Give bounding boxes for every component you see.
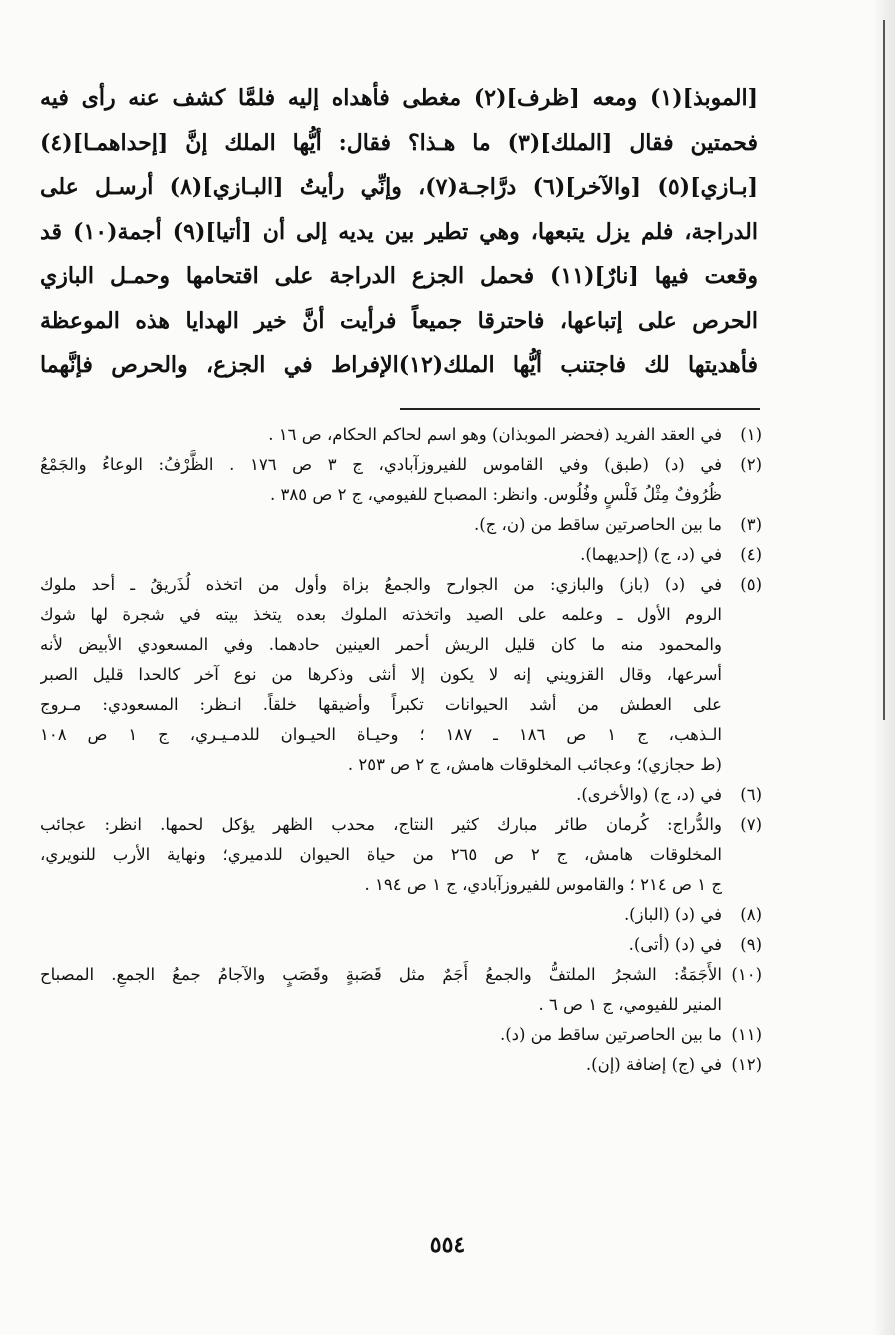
footnote-line: في (د) (الباز).	[623, 905, 722, 924]
footnote	[40, 900, 762, 930]
footnote-line: في (د، ج) (والأخرى).	[576, 785, 722, 804]
main-text-line: فحمتين فقال [الملك](٣) ما هـذا؟ فقال: أيُّها الملك إنَّ [إحداهمـا](٤)	[40, 129, 758, 156]
footnote-number: (٢)	[740, 455, 762, 474]
footnote-number: (٧)	[740, 815, 762, 834]
footnote	[40, 930, 762, 960]
footnote-line: المخلوقات هامش، ج ٢ ص ٢٦٥ من حياة الحيوان للدميري؛ ونهاية الأرب للنويري،	[40, 845, 722, 864]
footnote-number: (٩)	[740, 935, 762, 954]
main-text-line: فأهديتها لك فاجتنب أيُّها الملك(١٢)الإفراط في الجزع، والحرص فإنَّهما	[40, 352, 758, 378]
main-text-line: الحرص على إتباعها، فاحترقا جميعاً فرأيت أنَّ خير الهدايا هذه الموعظة	[40, 307, 758, 334]
main-text-line: الدراجة، فلم يزل يتبعها، وهي تطير بين يديه إلى أن [أتيا](٩) أجمة(١٠) قد	[40, 218, 758, 245]
footnote-line: الـذهب، ج ١ ص ١٨٦ ـ ١٨٧ ؛ وحيـاة الحيـوان للدمـيـري، ج ١ ص ١٠٨	[40, 725, 722, 744]
footnote-number: (١٠)	[731, 965, 762, 984]
footnote	[40, 450, 762, 510]
footnote-number: (٣)	[740, 515, 762, 534]
footnote-text	[40, 1020, 722, 1050]
footnote-line: والمحمود منه ما كان قليل الريش أحمر العينين حادهما. وفي المسعودي الأبيض لأنه	[40, 635, 722, 654]
footnote-line: الأَجَمَةُ: الشجرُ الملتفُّ والجمعُ أَجَمٌ مثل قَصَبةٍ وقَصَبٍ والآجامُ جمعُ الجمعِ. المصباح	[40, 965, 722, 984]
footnote-text	[40, 960, 722, 1020]
footnote-text	[40, 450, 722, 510]
footnote-line: المنير للفيومي، ج ١ ص ٦ .	[538, 995, 722, 1014]
footnote-text	[40, 570, 722, 780]
footnote-text	[40, 510, 722, 540]
footnote-number: (٥)	[740, 575, 762, 594]
footnote-text	[40, 1050, 722, 1080]
footnote-line: أسرعها، وقال القزويني إنه لا يكون إلا أنثى وذكرها من نوع آخر كالحدا قليل الصبر	[40, 665, 722, 684]
footnote-line: ظُرُوفٌ مِثْلُ فَلْسٍ وفُلُوس. وانظر: المصباح للفيومي، ج ٢ ص ٣٨٥ .	[270, 485, 722, 504]
footnote-line: في (د) (باز) والبازي: من الجوارح والجمعُ بزاة وأول من اتخذه لُذَريقُ ـ أحد ملوك	[40, 575, 722, 594]
footnote-text	[40, 780, 722, 810]
footnote-line: ما بين الحاصرتين ساقط من (د).	[499, 1025, 722, 1044]
main-text-line: [الموبذ](١) ومعه [ظرف](٢) مغطى فأهداه إليه فلمَّا كشف عنه رأى فيه	[40, 85, 758, 111]
footnote	[40, 780, 762, 810]
footnote	[40, 510, 762, 540]
footnote	[40, 570, 762, 780]
footnote-line: في (د، ج) (إحديهما).	[580, 545, 722, 564]
footnote-text	[40, 540, 722, 570]
footnote-number: (٤)	[740, 545, 762, 564]
footnote	[40, 420, 762, 450]
scan-edge-line	[883, 20, 885, 720]
main-text	[40, 76, 758, 388]
footnote-number: (٦)	[740, 785, 762, 804]
footnote-line: في العقد الفريد (فحضر الموبذان) وهو اسم لحاكم الحكام، ص ١٦ .	[268, 425, 722, 444]
footnote-line: في (ج) إضافة (إن).	[585, 1055, 722, 1074]
footnote-separator	[400, 408, 760, 410]
footnotes	[40, 420, 762, 1080]
footnote	[40, 1050, 762, 1080]
main-text-line: وقعت فيها [نارٌ](١١) فحمل الجزع الدراجة على اقتحامها وحمـل البازي	[40, 263, 758, 289]
footnote-line: على العطش من أشد الحيوانات تكبراً وأضيقها خلقاً. انـظر: المسعودي: مـروج	[40, 695, 722, 714]
footnote-text	[40, 810, 722, 900]
main-text-line: [بـازي](٥) [والآخر](٦) درَّاجـة(٧)، وإنِّي رأيتُ [البـازي](٨) أرسـل على	[40, 174, 758, 200]
footnote-line: في (د) (طبق) وفي القاموس للفيروزآبادي، ج ٣ ص ١٧٦ . الظَّرْفُ: الوعاءُ والجَمْعُ	[40, 455, 722, 474]
footnote-line: (ط حجازي)؛ وعجائب المخلوقات هامش، ج ٢ ص ٢٥٣ .	[347, 755, 722, 774]
footnote-text	[40, 900, 722, 930]
footnote-number: (١)	[740, 425, 762, 444]
footnote-line: والدُّراج: كُرمان طائر مبارك كثير النتاج، محدب الظهر يؤكل لحمها. انظر: عجائب	[40, 815, 722, 834]
page-number: ٥٥٤	[429, 1232, 466, 1258]
footnote	[40, 960, 762, 1020]
footnote-number: (١٢)	[731, 1055, 762, 1074]
footnote-line: ج ١ ص ٢١٤ ؛ والقاموس للفيروزآبادي، ج ١ ص ١٩٤ .	[364, 875, 722, 894]
footnote-number: (٨)	[740, 905, 762, 924]
footnote-line: ما بين الحاصرتين ساقط من (ن، ج).	[473, 515, 722, 534]
footnote	[40, 810, 762, 900]
footnote-text	[40, 930, 722, 960]
footnote-text	[40, 420, 722, 450]
footnote	[40, 540, 762, 570]
footnote-line: في (د) (أتى).	[628, 935, 722, 954]
footnote-line: الروم الأول ـ وعلمه على الصيد واتخذته الملوك بعده يتخذ بيته في شجرة لها شوك	[40, 605, 722, 624]
footnote	[40, 1020, 762, 1050]
footnote-number: (١١)	[731, 1025, 762, 1044]
